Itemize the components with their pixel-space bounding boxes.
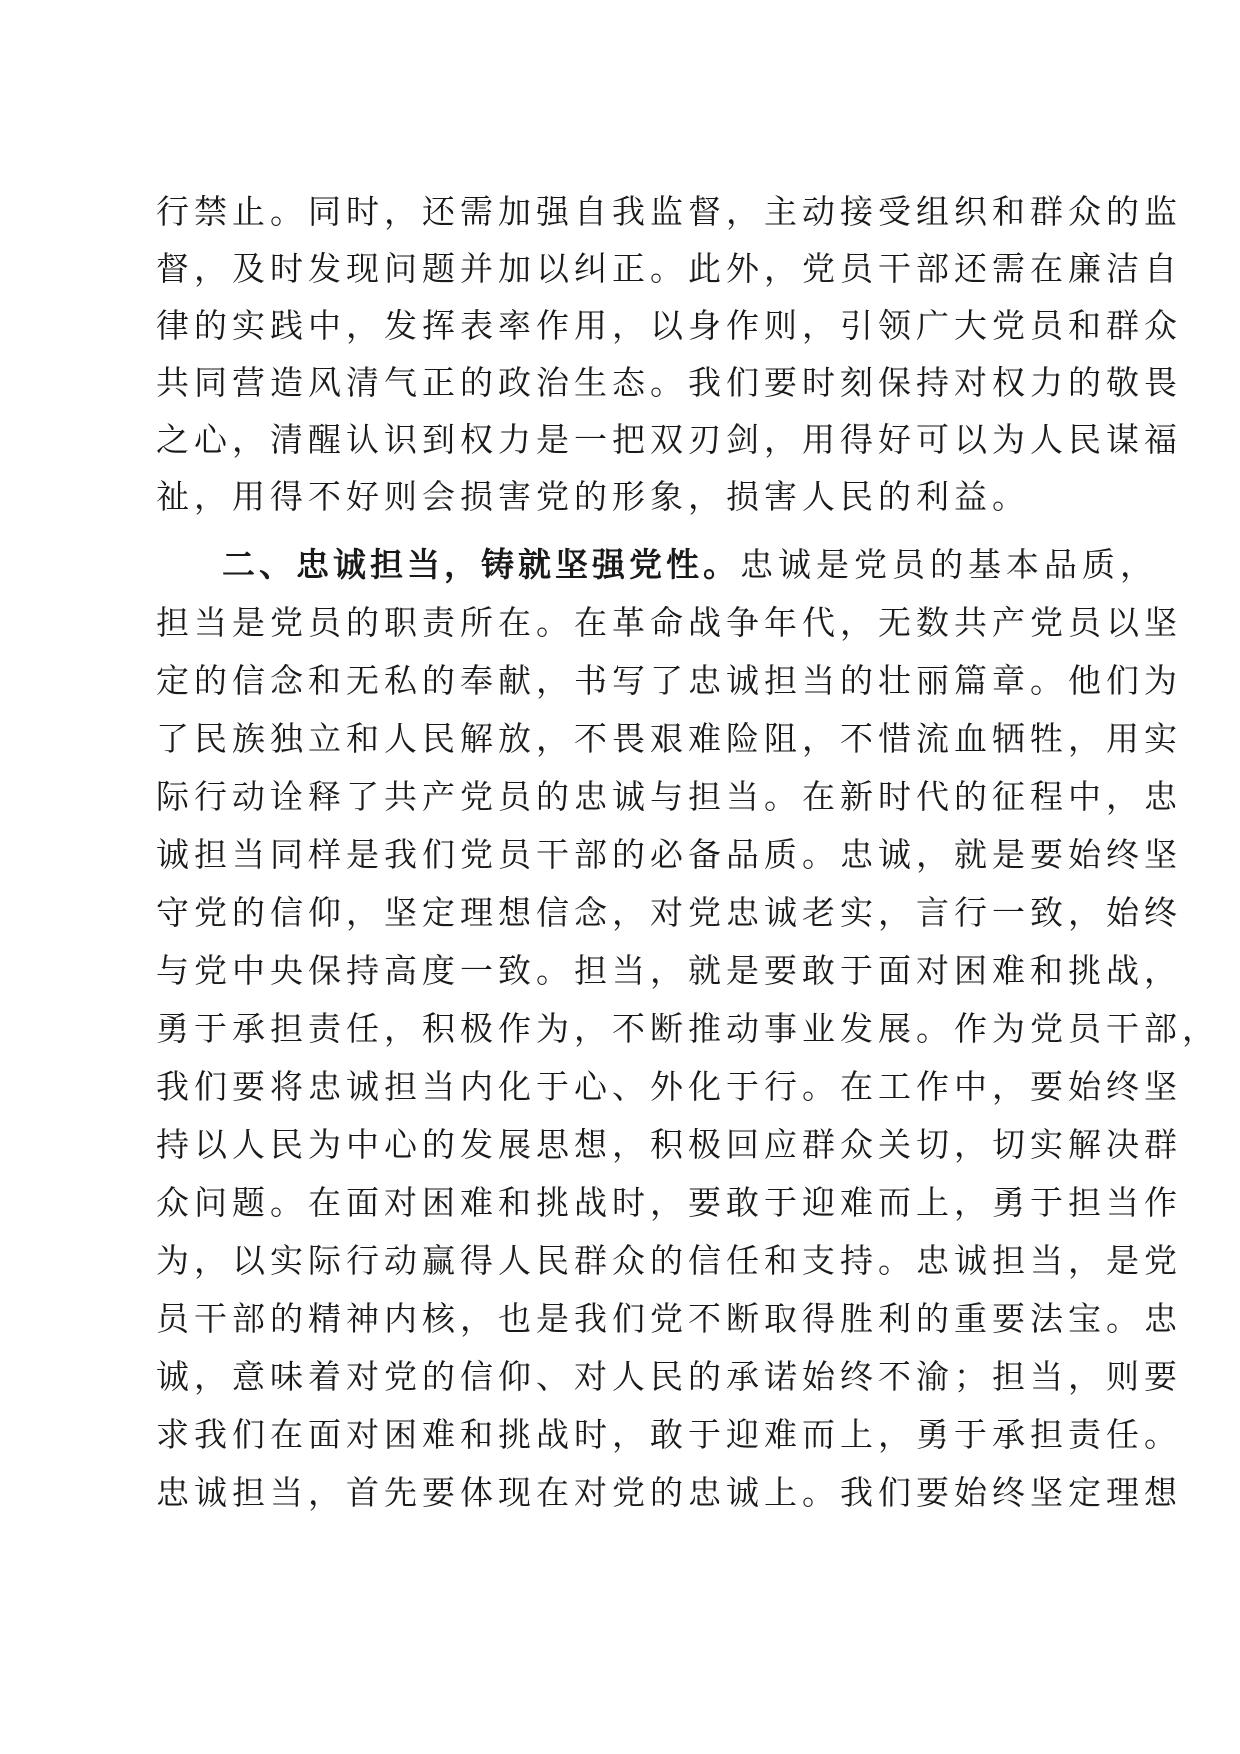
- text-line: 忠诚担当，首先要体现在对党的忠诚上。我们要始终坚定理想: [156, 1473, 1182, 1512]
- text-line: 共同营造风清气正的政治生态。我们要时刻保持对权力的敬畏: [156, 363, 1182, 402]
- text-line: 众问题。在面对困难和挑战时，要敢于迎难而上，勇于担当作: [156, 1183, 1182, 1222]
- text-line: 律的实践中，发挥表率作用，以身作则，引领广大党员和群众: [156, 306, 1182, 345]
- text-line: 诚，意味着对党的信仰、对人民的承诺始终不渝；担当，则要: [156, 1357, 1182, 1396]
- text-line: 与党中央保持高度一致。担当，就是要敢于面对困难和挑战，: [156, 951, 1182, 990]
- section-heading: 二、忠诚担当，铸就坚强党性。: [222, 545, 740, 584]
- text-line: 求我们在面对困难和挑战时，敢于迎难而上，勇于承担责任。: [156, 1415, 1182, 1454]
- text-line: 员干部的精神内核，也是我们党不断取得胜利的重要法宝。忠: [156, 1299, 1182, 1338]
- text-line: 际行动诠释了共产党员的忠诚与担当。在新时代的征程中，忠: [156, 777, 1182, 816]
- text-line: 行禁止。同时，还需加强自我监督，主动接受组织和群众的监: [156, 192, 1182, 231]
- text-line: 勇于承担责任，积极作为，不断推动事业发展。作为党员干部，: [156, 1009, 1220, 1048]
- text-line: 我们要将忠诚担当内化于心、外化于行。在工作中，要始终坚: [156, 1067, 1182, 1106]
- text-line: 守党的信仰，坚定理想信念，对党忠诚老实，言行一致，始终: [156, 893, 1182, 932]
- text-line: 督，及时发现问题并加以纠正。此外，党员干部还需在廉洁自: [156, 249, 1182, 288]
- text-line: 祉，用得不好则会损害党的形象，损害人民的利益。: [156, 477, 1030, 516]
- text-line: 持以人民为中心的发展思想，积极回应群众关切，切实解决群: [156, 1125, 1182, 1164]
- text-line: 定的信念和无私的奉献，书写了忠诚担当的壮丽篇章。他们为: [156, 661, 1182, 700]
- text-line: 之心，清醒认识到权力是一把双刃剑，用得好可以为人民谋福: [156, 420, 1182, 459]
- section-heading-line: [222, 535, 1158, 595]
- text-line: 了民族独立和人民解放，不畏艰难险阻，不惜流血牺牲，用实: [156, 719, 1182, 758]
- text-line: 为，以实际行动赢得人民群众的信任和支持。忠诚担当，是党: [156, 1241, 1182, 1280]
- section-heading-continuation: 忠诚是党员的基本品质，: [740, 545, 1158, 584]
- text-line: 诚担当同样是我们党员干部的必备品质。忠诚，就是要始终坚: [156, 835, 1182, 874]
- text-line: 担当是党员的职责所在。在革命战争年代，无数共产党员以坚: [156, 603, 1182, 642]
